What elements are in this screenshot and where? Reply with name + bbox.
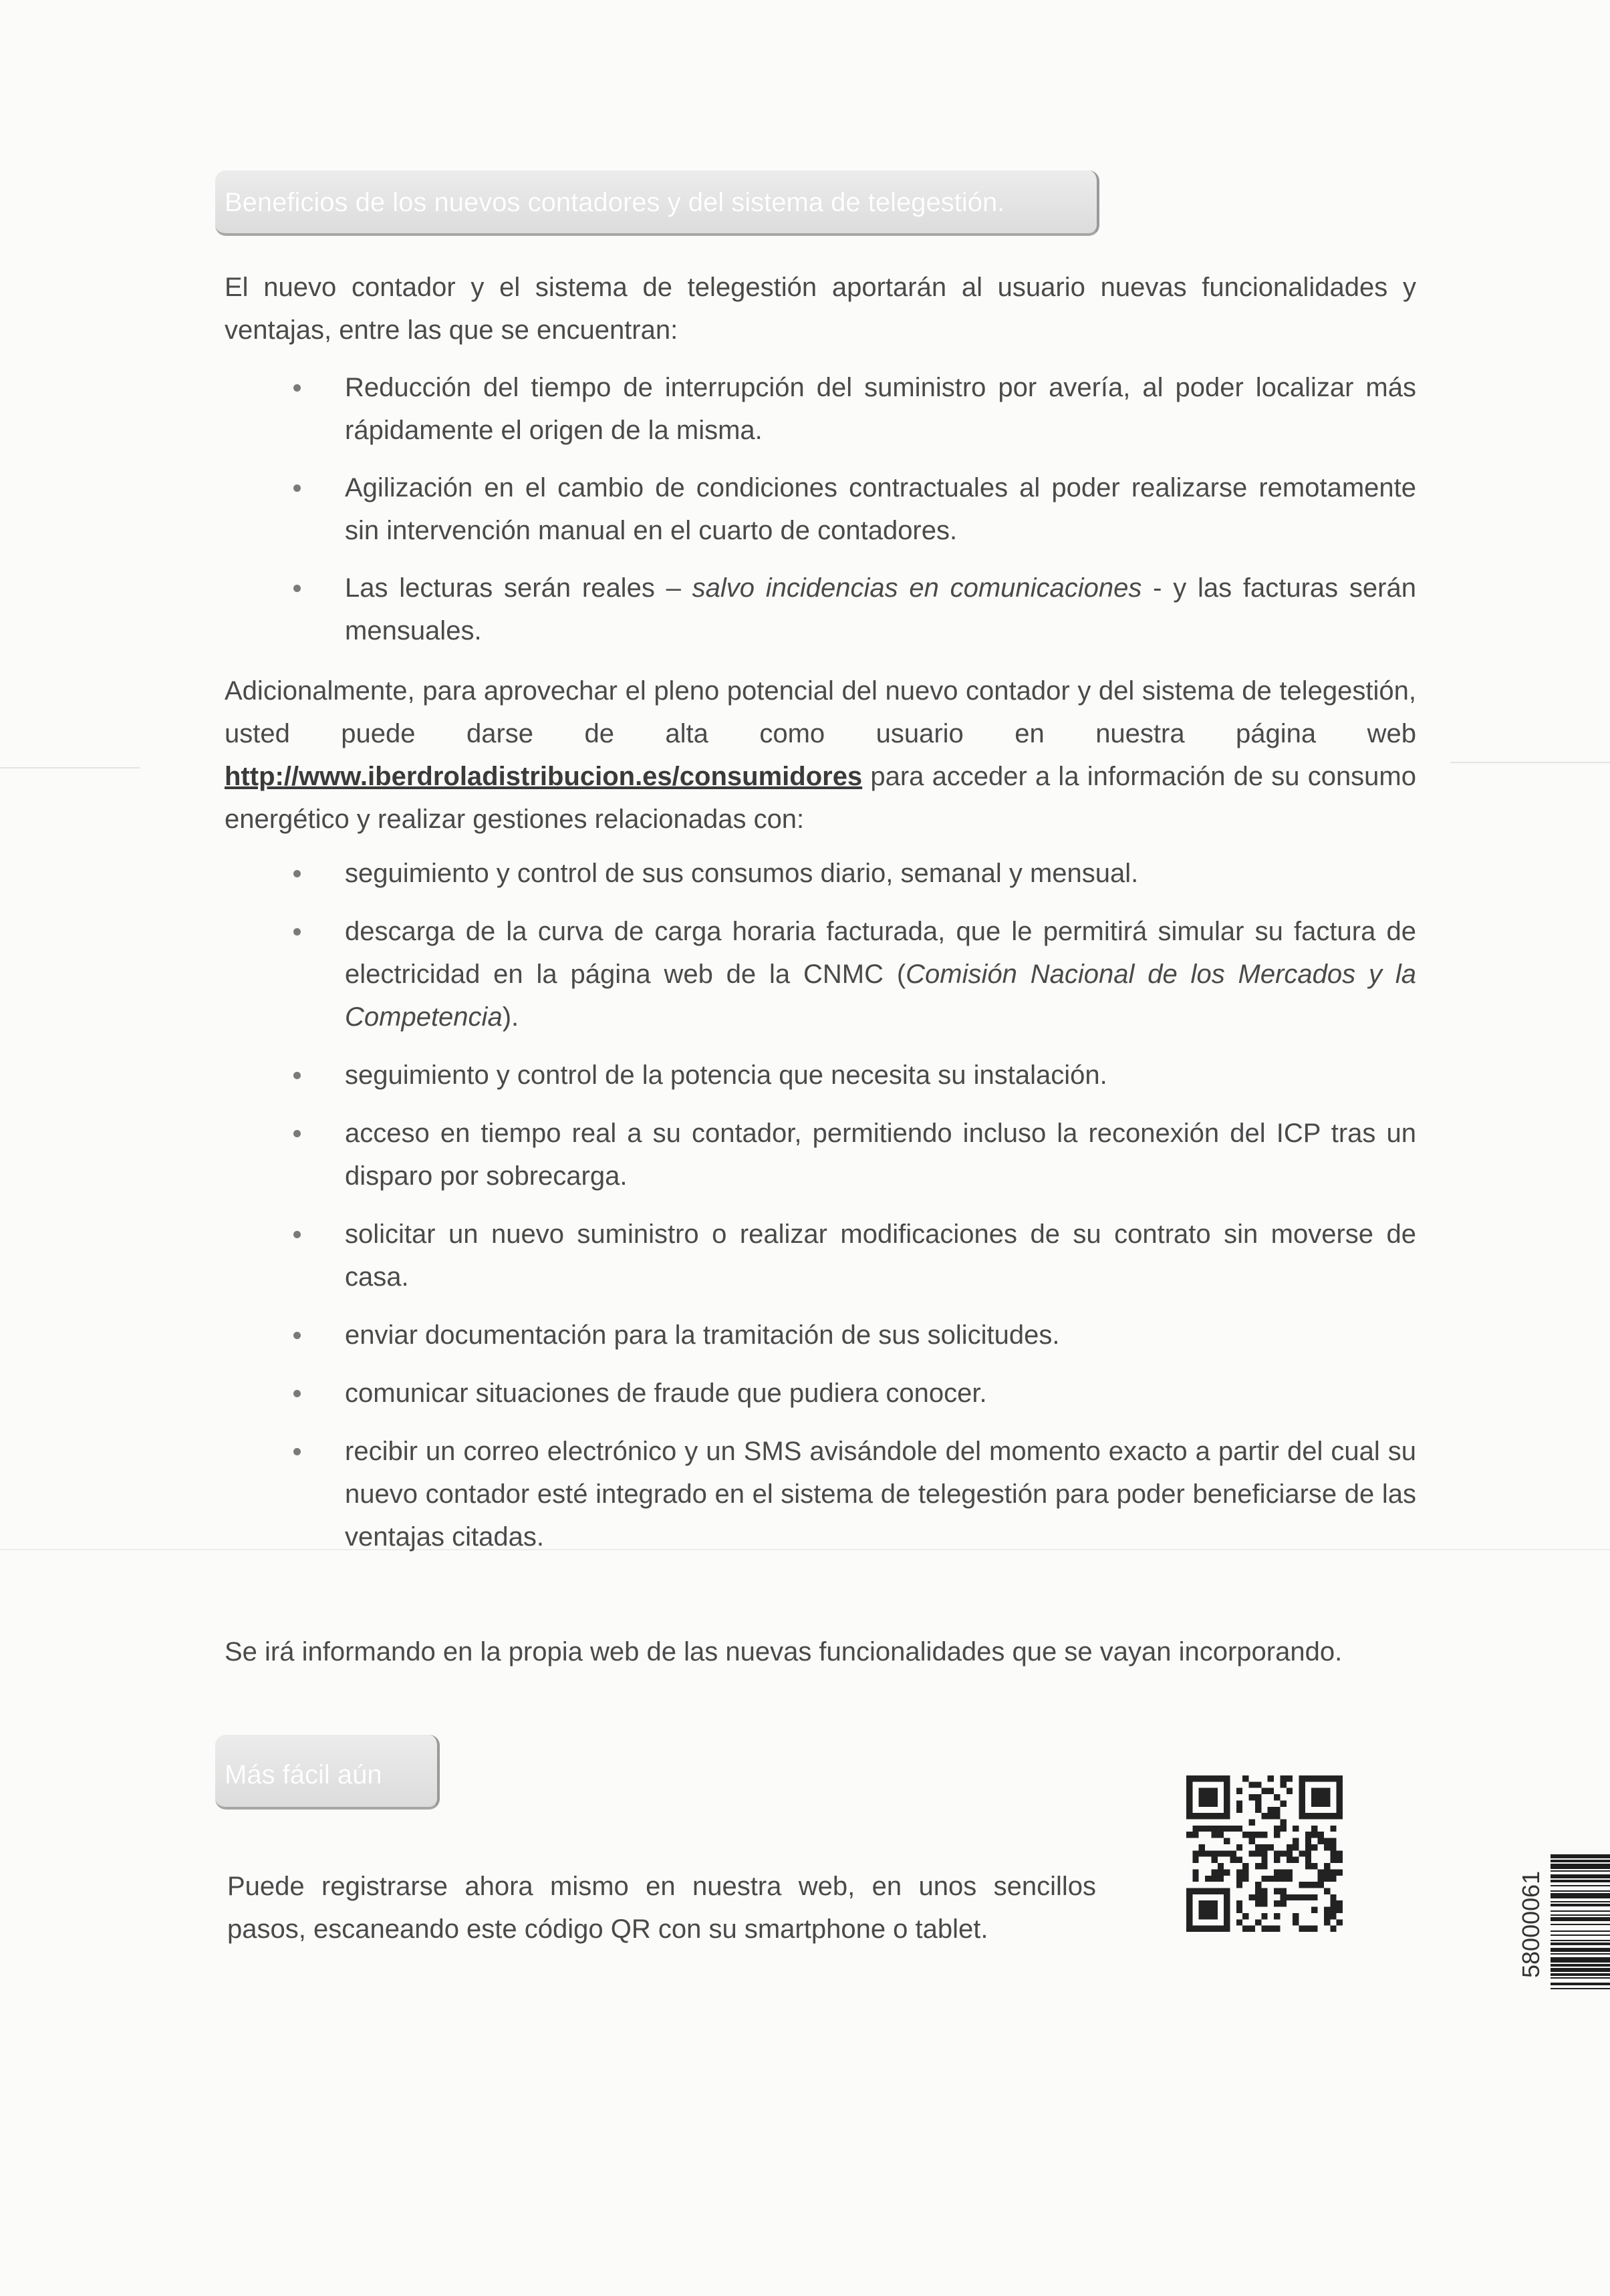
list-item-text: seguimiento y control de la potencia que necesita su instalación. (345, 1060, 1107, 1090)
list-item (225, 466, 1416, 552)
bullet-icon (293, 1130, 301, 1137)
list-item (225, 1213, 1416, 1298)
list-item-text-post: ). (502, 1002, 519, 1032)
bullet-icon (293, 1448, 301, 1455)
list-item-text: recibir un correo electrónico y un SMS avisándole del momento exacto a partir del cual su nuevo contador esté integrado en el sistema de telegestión para poder beneficiarse de las ventajas citadas. (345, 1437, 1416, 1552)
registration-text-post: para acceder a la información de su consumo energético y realizar gestiones relacionadas con: (225, 762, 1416, 834)
bullet-icon (293, 384, 301, 392)
list-item-text: enviar documentación para la tramitación de sus solicitudes. (345, 1320, 1060, 1350)
bullet-icon (293, 928, 301, 936)
list-item (225, 852, 1416, 895)
list-item-text: solicitar un nuevo suministro o realizar modificaciones de su contrato sin moverse de casa. (345, 1219, 1416, 1292)
consumidores-link[interactable]: http://www.iberdroladistribucion.es/consumidores (225, 762, 863, 791)
bullet-icon (293, 1332, 301, 1339)
list-item-text: acceso en tiempo real a su contador, permitiendo incluso la reconexión del ICP tras un disparo por sobrecarga. (345, 1119, 1416, 1191)
list-item (225, 910, 1416, 1038)
outro-paragraph: Se irá informando en la propia web de las nuevas funcionalidades que se vayan incorporando. (225, 1637, 1343, 1667)
registration-paragraph (225, 670, 1416, 841)
scan-artifact-line (0, 767, 140, 768)
list-item (225, 1054, 1416, 1097)
bullet-icon (293, 1072, 301, 1079)
bullet-icon (293, 1390, 301, 1397)
benefits-list (225, 366, 1416, 667)
qr-instructions: Puede registrarse ahora mismo en nuestra web, en unos sencillos pasos, escaneando este código QR con su smartphone o tablet. (227, 1872, 1096, 1944)
list-item-text: seguimiento y control de sus consumos diario, semanal y mensual. (345, 859, 1139, 888)
scan-artifact-line (1450, 762, 1610, 763)
bullet-icon (293, 484, 301, 492)
section-heading-benefits: Beneficios de los nuevos contadores y del sistema de telegestión. (215, 170, 1099, 236)
barcode-icon (1551, 1854, 1610, 2082)
list-item-text-pre: descarga de la curva de carga horaria facturada, que le permitirá simular su factura de electricidad en la página web de la CNMC ( (345, 917, 1416, 989)
list-item-italic: Comisión Nacional de los Mercados y la Competencia (345, 960, 1416, 1032)
bullet-icon (293, 1231, 301, 1238)
services-list (225, 852, 1416, 1574)
section-heading-easier: Más fácil aún (215, 1735, 440, 1810)
list-item-italic: salvo incidencias en comunicaciones (692, 573, 1142, 603)
bullet-icon (293, 870, 301, 877)
list-item (225, 1430, 1416, 1558)
list-item-text-pre: Las lecturas serán reales – (345, 573, 692, 603)
list-item (225, 1112, 1416, 1197)
registration-text-pre: Adicionalmente, para aprovechar el pleno potencial del nuevo contador y del sistema de telegestión, usted puede darse de alta como usuario en nuestra página web (225, 676, 1416, 748)
list-item-text-post: - y las facturas serán mensuales. (345, 573, 1416, 645)
list-item (225, 567, 1416, 652)
list-item-text: Agilización en el cambio de condiciones contractuales al poder realizarse remotamente sin intervención manual en el cuarto de contadores. (345, 473, 1416, 545)
list-item-text: comunicar situaciones de fraude que pudiera conocer. (345, 1379, 987, 1408)
list-item (225, 1372, 1416, 1415)
barcode-number: 58000061 (1517, 1870, 1545, 1978)
list-item-text: Reducción del tiempo de interrupción del suministro por avería, al poder localizar más rápidamente el origen de la misma. (345, 373, 1416, 445)
qr-code-icon[interactable] (1186, 1775, 1343, 1932)
bullet-icon (293, 585, 301, 592)
list-item (225, 1314, 1416, 1356)
intro-paragraph: El nuevo contador y el sistema de telegestión aportarán al usuario nuevas funcionalidades y ventajas, entre las que se encuentran: (225, 273, 1416, 345)
list-item (225, 366, 1416, 452)
